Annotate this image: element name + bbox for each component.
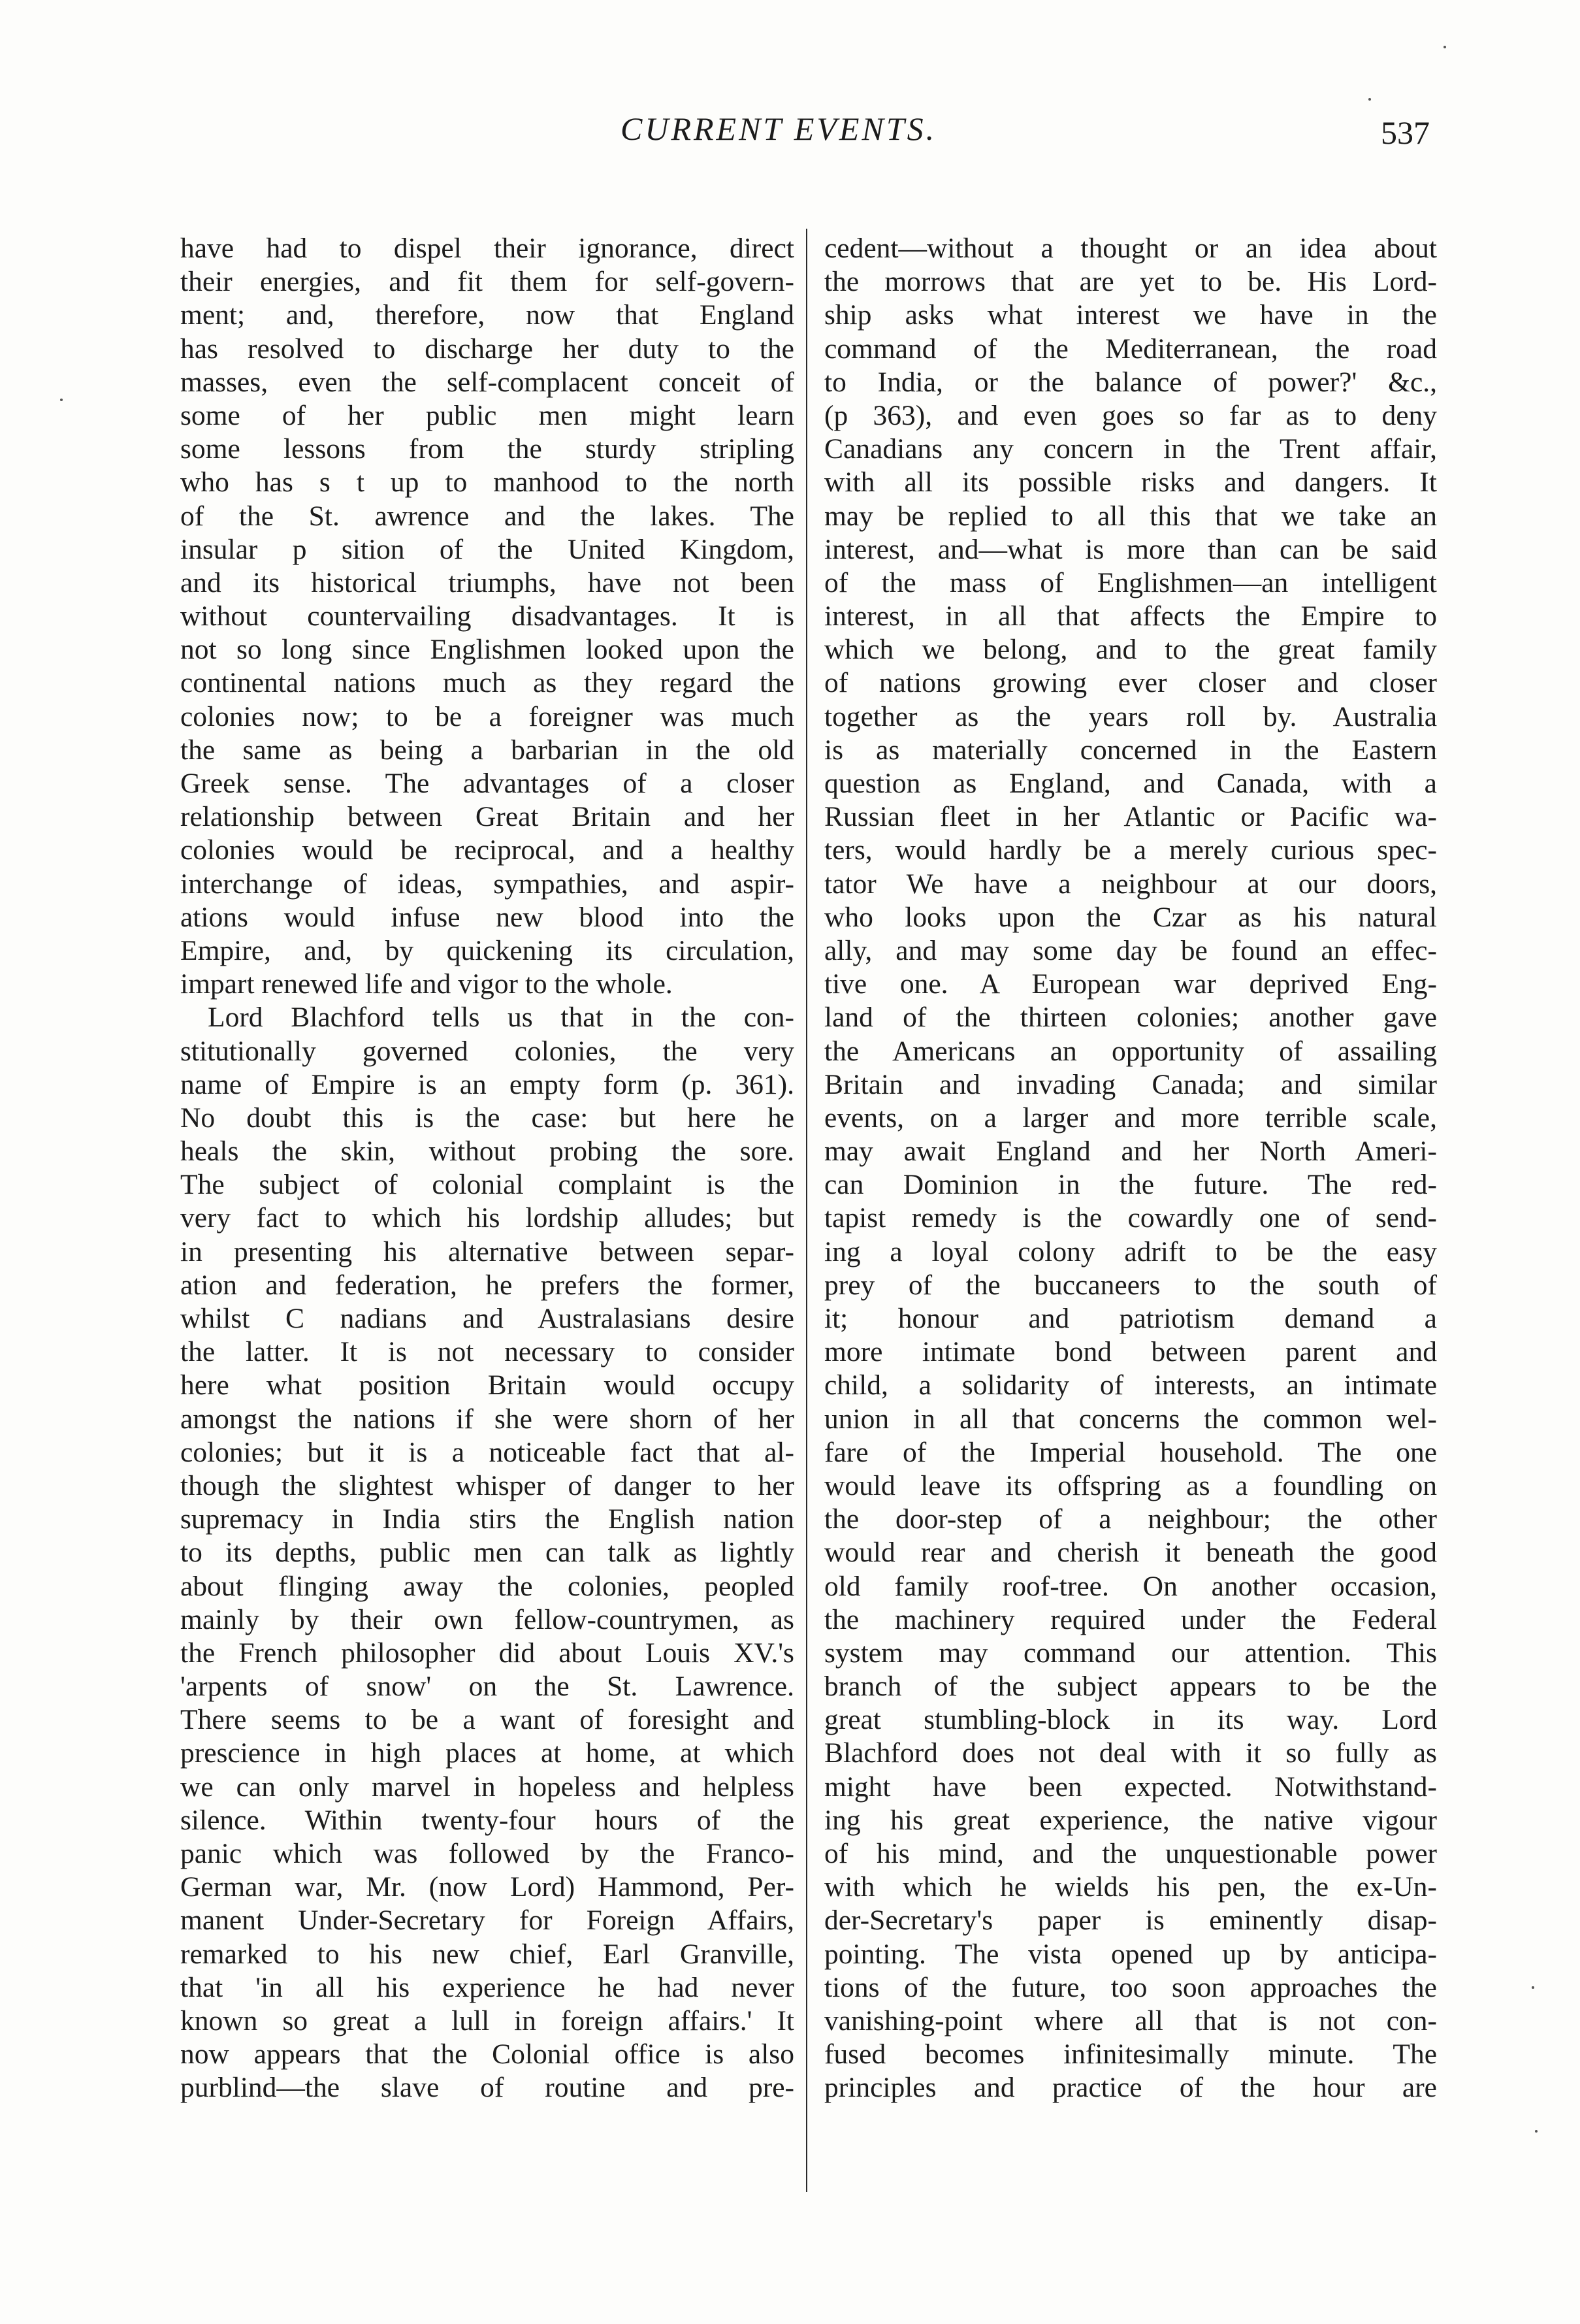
text-line: some of her public men might learn [180, 399, 794, 431]
text-line: is as materially concerned in the Eastern [824, 734, 1437, 766]
text-line: of nations growing ever closer and closer [824, 667, 1437, 699]
running-title: CURRENT EVENTS. [621, 110, 937, 147]
text-line: Britain and invading Canada; and similar [824, 1068, 1437, 1100]
text-line: of the mass of Englishmen—an intelligent [824, 566, 1437, 598]
text-line: fused becomes infinitesimally minute. The [824, 2038, 1437, 2070]
text-line: No doubt this is the case: but here he [180, 1102, 794, 1134]
text-line: whilst C nadians and Australasians desire [180, 1303, 794, 1334]
text-line: that 'in all his experience he had never [180, 1971, 794, 2003]
text-line: masses, even the self-complacent conceit of [180, 366, 794, 398]
text-line: old family roof-tree. On another occasion, [824, 1570, 1437, 1602]
text-line: cedent—without a thought or an idea about [824, 233, 1437, 264]
text-line: colonies would be reciprocal, and a healthy [180, 834, 794, 866]
text-line: tive one. A European war deprived Eng- [824, 968, 1437, 1000]
text-line: here what position Britain would occupy [180, 1369, 794, 1401]
text-line: has resolved to discharge her duty to the [180, 333, 794, 365]
text-line: Blachford does not deal with it so fully as [824, 1737, 1437, 1769]
text-line: the latter. It is not necessary to consider [180, 1336, 794, 1368]
text-line: relationship between Great Britain and her [180, 801, 794, 833]
text-line: known so great a lull in foreign affairs.' It [180, 2005, 794, 2037]
text-line: name of Empire is an empty form (p. 361). [180, 1068, 794, 1100]
text-line: some lessons from the sturdy stripling [180, 433, 794, 465]
scan-speck [60, 399, 63, 401]
text-line: without countervailing disadvantages. It is [180, 600, 794, 632]
text-line: interest, in all that affects the Empire to [824, 600, 1437, 632]
page-number: 537 [1381, 114, 1430, 151]
text-line: system may command our attention. This [824, 1637, 1437, 1669]
text-line: though the slightest whisper of danger to her [180, 1469, 794, 1501]
text-line: very fact to which his lordship alludes; but [180, 1202, 794, 1234]
text-line: fare of the Imperial household. The one [824, 1436, 1437, 1468]
text-line: The subject of colonial complaint is the [180, 1169, 794, 1201]
running-head [0, 110, 1580, 162]
scan-speck [1535, 2130, 1538, 2133]
text-line: ment; and, therefore, now that England [180, 299, 794, 331]
text-line: purblind—the slave of routine and pre- [180, 2072, 794, 2104]
text-line: ters, would hardly be a merely curious spec- [824, 834, 1437, 866]
text-line: remarked to his new chief, Earl Granville, [180, 1938, 794, 1970]
text-line: prescience in high places at home, at which [180, 1737, 794, 1769]
text-line: in presenting his alternative between separ- [180, 1236, 794, 1268]
text-line: ing a loyal colony adrift to be the easy [824, 1236, 1437, 1268]
text-line: we can only marvel in hopeless and helpless [180, 1771, 794, 1803]
text-line: silence. Within twenty-four hours of the [180, 1804, 794, 1836]
text-line: now appears that the Colonial office is also [180, 2038, 794, 2070]
text-line: (p 363), and even goes so far as to deny [824, 399, 1437, 431]
text-line: colonies; but it is a noticeable fact that al- [180, 1436, 794, 1468]
text-line: mainly by their own fellow-countrymen, as [180, 1603, 794, 1635]
text-line: the same as being a barbarian in the old [180, 734, 794, 766]
text-line: have had to dispel their ignorance, direct [180, 233, 794, 264]
text-line: ship asks what interest we have in the [824, 299, 1437, 331]
text-line: stitutionally governed colonies, the very [180, 1035, 794, 1067]
left-text-column [180, 232, 794, 2105]
text-line: events, on a larger and more terrible scale, [824, 1102, 1437, 1134]
text-line: to its depths, public men can talk as lightly [180, 1537, 794, 1569]
text-line: ation and federation, he prefers the former, [180, 1269, 794, 1301]
text-line: interest, and—what is more than can be said [824, 533, 1437, 565]
text-line: of his mind, and the unquestionable power [824, 1838, 1437, 1869]
text-line: interchange of ideas, sympathies, and aspir- [180, 868, 794, 900]
text-line: vanishing-point where all that is not con- [824, 2005, 1437, 2037]
text-line: manent Under-Secretary for Foreign Affairs, [180, 1905, 794, 1937]
text-line: pointing. The vista opened up by anticipa- [824, 1938, 1437, 1970]
text-line: ing his great experience, the native vigour [824, 1804, 1437, 1836]
text-line: not so long since Englishmen looked upon the [180, 634, 794, 666]
text-line: tapist remedy is the cowardly one of send- [824, 1202, 1437, 1234]
text-line: principles and practice of the hour are [824, 2072, 1437, 2104]
text-line: the door-step of a neighbour; the other [824, 1503, 1437, 1535]
text-line: land of the thirteen colonies; another gave [824, 1002, 1437, 1034]
text-line: which we belong, and to the great family [824, 634, 1437, 666]
text-line: may await England and her North Ameri- [824, 1136, 1437, 1168]
text-line: the Americans an opportunity of assailing [824, 1035, 1437, 1067]
text-line: about flinging away the colonies, peopled [180, 1570, 794, 1602]
scan-speck [1368, 98, 1371, 101]
text-line: the machinery required under the Federal [824, 1603, 1437, 1635]
text-line: of the St. awrence and the lakes. The [180, 500, 794, 532]
scan-speck [1532, 1986, 1534, 1989]
text-line: with which he wields his pen, the ex-Un- [824, 1871, 1437, 1903]
text-line: ally, and may some day be found an effec- [824, 934, 1437, 966]
text-line: insular p sition of the United Kingdom, [180, 533, 794, 565]
text-line: panic which was followed by the Franco- [180, 1838, 794, 1869]
text-line: Russian fleet in her Atlantic or Pacific wa- [824, 801, 1437, 833]
right-text-column [824, 232, 1437, 2105]
text-line: der-Secretary's paper is eminently disap- [824, 1905, 1437, 1937]
text-line: branch of the subject appears to be the [824, 1671, 1437, 1703]
text-line: union in all that concerns the common wel- [824, 1403, 1437, 1435]
text-line: it; honour and patriotism demand a [824, 1303, 1437, 1334]
text-line: who has s t up to manhood to the north [180, 466, 794, 499]
text-line: supremacy in India stirs the English nation [180, 1503, 794, 1535]
scan-speck [1443, 46, 1446, 48]
text-line: together as the years roll by. Australia [824, 700, 1437, 732]
text-line: may be replied to all this that we take an [824, 500, 1437, 532]
text-line: who looks upon the Czar as his natural [824, 901, 1437, 933]
text-line: command of the Mediterranean, the road [824, 333, 1437, 365]
text-line: can Dominion in the future. The red- [824, 1169, 1437, 1201]
text-line: German war, Mr. (now Lord) Hammond, Per- [180, 1871, 794, 1903]
text-line: and its historical triumphs, have not been [180, 566, 794, 598]
text-line: colonies now; to be a foreigner was much [180, 700, 794, 732]
column-divider-rule [806, 229, 807, 2192]
text-line: with all its possible risks and dangers. It [824, 466, 1437, 499]
text-line: would leave its offspring as a foundling on [824, 1469, 1437, 1501]
text-line: continental nations much as they regard the [180, 667, 794, 699]
text-line: more intimate bond between parent and [824, 1336, 1437, 1368]
text-line: prey of the buccaneers to the south of [824, 1269, 1437, 1301]
text-line: to India, or the balance of power?' &c., [824, 366, 1437, 398]
text-line: ations would infuse new blood into the [180, 901, 794, 933]
text-line: amongst the nations if she were shorn of her [180, 1403, 794, 1435]
text-line: great stumbling-block in its way. Lord [824, 1704, 1437, 1736]
text-line: would rear and cherish it beneath the good [824, 1537, 1437, 1569]
text-line: heals the skin, without probing the sore. [180, 1136, 794, 1168]
text-line: There seems to be a want of foresight and [180, 1704, 794, 1736]
text-line: Canadians any concern in the Trent affair, [824, 433, 1437, 465]
text-line: tions of the future, too soon approaches the [824, 1971, 1437, 2003]
text-line: Lord Blachford tells us that in the con- [208, 1002, 794, 1034]
text-line: 'arpents of snow' on the St. Lawrence. [180, 1671, 794, 1703]
text-line: question as England, and Canada, with a [824, 768, 1437, 799]
text-line: the morrows that are yet to be. His Lord- [824, 266, 1437, 298]
text-line: Empire, and, by quickening its circulation, [180, 934, 794, 966]
text-line: the French philosopher did about Louis XV.'s [180, 1637, 794, 1669]
text-line: their energies, and fit them for self-govern- [180, 266, 794, 298]
text-line: child, a solidarity of interests, an intimate [824, 1369, 1437, 1401]
text-line: tator We have a neighbour at our doors, [824, 868, 1437, 900]
text-line: might have been expected. Notwithstand- [824, 1771, 1437, 1803]
text-line: Greek sense. The advantages of a closer [180, 768, 794, 799]
text-line: impart renewed life and vigor to the whole. [180, 968, 673, 1000]
